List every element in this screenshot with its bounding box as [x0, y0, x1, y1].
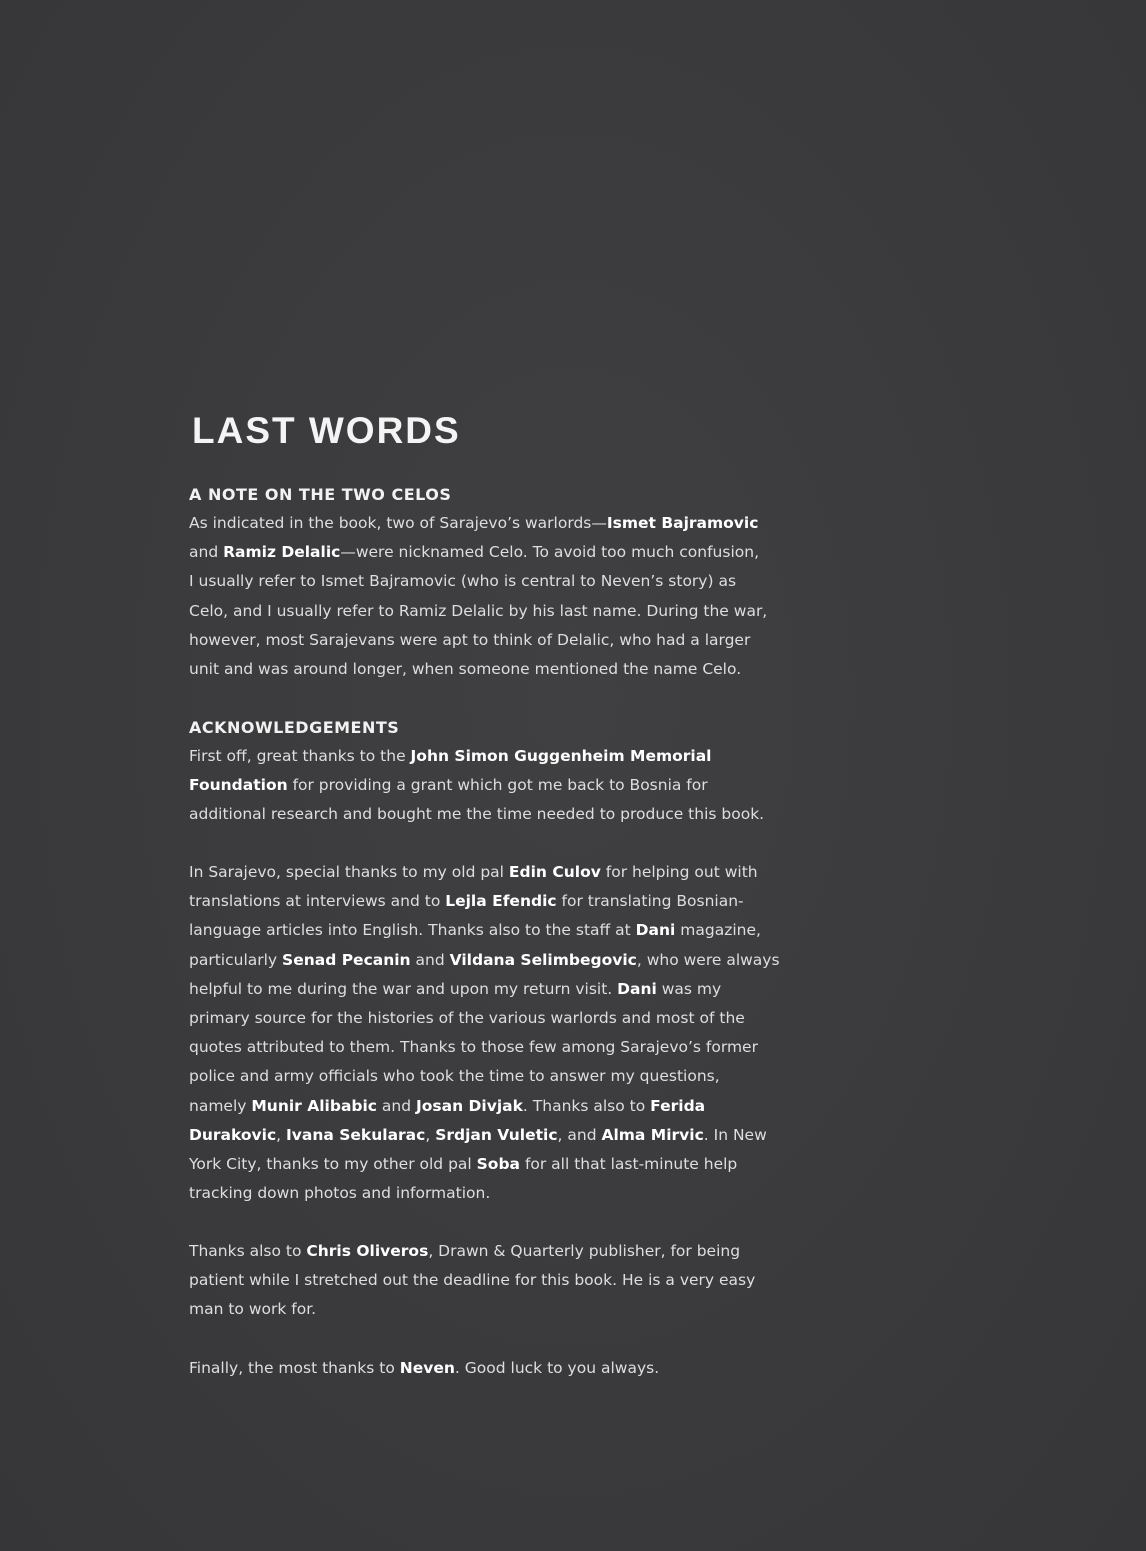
text-run: primary source for the histories of the various warlords and most of the: [189, 1009, 745, 1028]
bold-name: Vildana Selimbegovic: [449, 950, 637, 969]
bold-name: Lejla Efendic: [445, 892, 557, 911]
bold-name: Neven: [399, 1359, 455, 1377]
text-run: —were nicknamed Celo. To avoid too much confusion,: [340, 543, 759, 562]
text-run: As indicated in the book, two of Sarajevo’s warlords—: [189, 514, 607, 532]
acknowledgements-paragraph-2: [189, 858, 789, 1208]
bold-name: Ismet Bajramovic: [606, 514, 759, 532]
text-run: for translating Bosnian-: [556, 892, 744, 911]
text-run: ,: [276, 1125, 287, 1144]
bold-name: Dani: [635, 921, 676, 940]
text-run: ,: [425, 1125, 436, 1144]
text-line: [189, 946, 789, 975]
text-run: man to work for.: [189, 1300, 317, 1319]
text-run: I usually refer to Ismet Bajramovic (who is central to Neven’s story) as: [189, 572, 737, 591]
text-line: [189, 538, 789, 567]
text-line: [189, 916, 789, 945]
note-paragraph: [189, 509, 789, 684]
text-line: [189, 858, 789, 887]
text-run: Celo, and I usually refer to Ramiz Delalic by his last name. During the war,: [189, 601, 768, 620]
text-run: , Drawn & Quarterly publisher, for being: [428, 1242, 741, 1260]
text-run: In Sarajevo, special thanks to my old pal: [189, 863, 509, 881]
text-run: for all that last-minute help: [520, 1155, 738, 1174]
bold-name: Ferida: [650, 1096, 706, 1115]
text-line: [189, 509, 789, 538]
text-line: [189, 1121, 789, 1150]
bold-name: Dani: [617, 979, 657, 998]
text-run: police and army officials who took the time to answer my questions,: [189, 1067, 720, 1086]
text-run: and: [377, 1096, 417, 1115]
text-line: [189, 567, 789, 596]
text-line: [189, 626, 789, 655]
text-line: [189, 800, 789, 829]
text-run: translations at interviews and to: [189, 892, 446, 911]
bold-name: Ramiz Delalic: [223, 543, 341, 562]
acknowledgements-paragraph-4: [189, 1354, 789, 1383]
text-line: [189, 1354, 789, 1383]
bold-name: Alma Mirvic: [601, 1125, 704, 1144]
text-line: [189, 1062, 789, 1091]
acknowledgements-heading: ACKNOWLEDGEMENTS: [189, 718, 400, 737]
text-run: additional research and bought me the time needed to produce this book.: [189, 805, 765, 824]
bold-name: Edin Culov: [508, 863, 601, 881]
text-line: [189, 975, 789, 1004]
bold-name: Durakovic: [189, 1125, 277, 1144]
bold-name: John Simon Guggenheim Memorial: [410, 747, 712, 765]
text-run: was my: [656, 979, 722, 998]
text-run: for providing a grant which got me back to Bosnia for: [287, 776, 708, 795]
bold-name: Josan Divjak: [416, 1096, 523, 1115]
bold-name: Foundation: [189, 776, 288, 795]
text-line: [189, 887, 789, 916]
text-run: Thanks also to: [189, 1242, 307, 1260]
text-run: and: [410, 950, 450, 969]
text-line: [189, 771, 789, 800]
text-line: [189, 655, 789, 684]
text-run: tracking down photos and information.: [189, 1184, 491, 1203]
text-run: however, most Sarajevans were apt to think of Delalic, who had a larger: [189, 630, 751, 649]
text-run: particularly: [189, 950, 283, 969]
text-run: and: [189, 543, 224, 562]
text-run: namely: [189, 1096, 252, 1115]
text-run: . Thanks also to: [522, 1096, 651, 1115]
text-line: [189, 597, 789, 626]
text-run: language articles into English. Thanks also to the staff at: [189, 921, 636, 940]
text-run: for helping out with: [600, 863, 758, 881]
acknowledgements-paragraph-3: [189, 1237, 789, 1325]
bold-name: Chris Oliveros: [306, 1242, 429, 1260]
text-run: . Good luck to you always.: [454, 1359, 660, 1377]
text-run: quotes attributed to them. Thanks to those few among Sarajevo’s former: [189, 1038, 758, 1057]
text-run: . In New: [703, 1125, 767, 1144]
bold-name: Srdjan Vuletic: [435, 1125, 558, 1144]
text-line: [189, 1295, 789, 1324]
bold-name: Ivana Sekularac: [286, 1125, 426, 1144]
text-run: Finally, the most thanks to: [189, 1359, 400, 1377]
text-run: York City, thanks to my other old pal: [189, 1155, 477, 1174]
text-run: First off, great thanks to the: [189, 747, 411, 765]
note-heading: A NOTE ON THE TWO CELOS: [189, 485, 452, 504]
text-line: [189, 1033, 789, 1062]
acknowledgements-paragraph-1: [189, 742, 789, 830]
text-line: [189, 1179, 789, 1208]
text-run: , and: [557, 1125, 602, 1144]
text-line: [189, 1092, 789, 1121]
text-line: [189, 1004, 789, 1033]
text-run: unit and was around longer, when someone mentioned the name Celo.: [189, 660, 742, 679]
text-line: [189, 742, 789, 771]
bold-name: Senad Pecanin: [282, 950, 411, 969]
text-run: helpful to me during the war and upon my return visit.: [189, 979, 618, 998]
text-run: , who were always: [636, 950, 780, 969]
bold-name: Munir Alibabic: [251, 1096, 377, 1115]
text-line: [189, 1150, 789, 1179]
text-run: patient while I stretched out the deadline for this book. He is a very easy: [189, 1271, 756, 1290]
page-title: LAST WORDS: [192, 410, 461, 451]
bold-name: Soba: [476, 1155, 521, 1174]
text-line: [189, 1266, 789, 1295]
text-line: [189, 1237, 789, 1266]
text-run: magazine,: [675, 921, 761, 940]
